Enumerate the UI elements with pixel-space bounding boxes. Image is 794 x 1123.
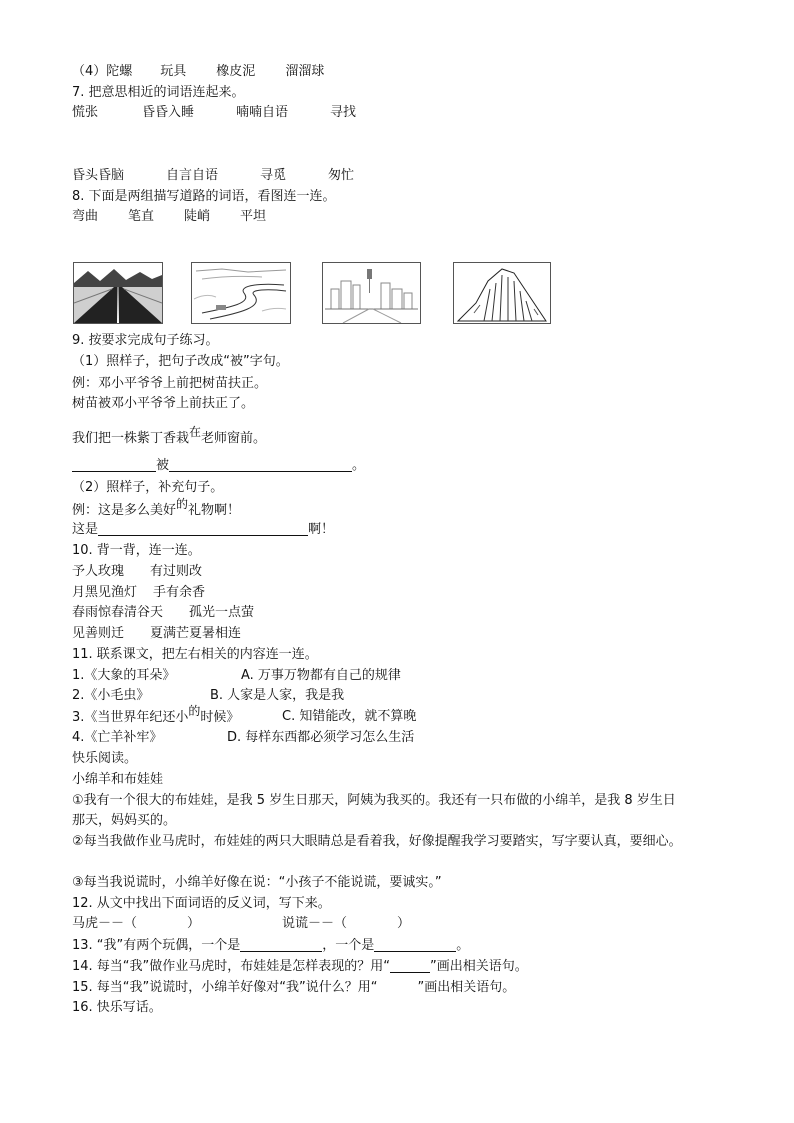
word: 平坦 xyxy=(240,209,267,224)
left-phrase: 春雨惊春清谷天 xyxy=(72,605,164,620)
left-phrase: 见善则迁 xyxy=(72,626,125,641)
q15-text: ”画出相关语句。 xyxy=(417,980,516,995)
word: 寻觅 xyxy=(260,168,287,183)
word: 笔直 xyxy=(128,209,155,224)
q9-example2 xyxy=(72,497,241,520)
answer-blank[interactable] xyxy=(374,937,456,952)
q11-row xyxy=(72,687,345,705)
q9-part2: （2）照样子，补充句子。 xyxy=(72,480,224,495)
q12-answers xyxy=(72,915,410,933)
word: 弯曲 xyxy=(72,209,99,224)
word: 寻找 xyxy=(330,105,357,120)
reading-heading: 快乐阅读。 xyxy=(72,751,138,766)
q10-row xyxy=(72,604,254,622)
bei-char: 被 xyxy=(156,458,170,473)
q10-row xyxy=(72,584,205,602)
sentence-part: 我们把一株紫丁香栽 xyxy=(72,431,190,446)
q13-text: 。 xyxy=(456,938,470,953)
underline-sample xyxy=(390,958,430,973)
left-phrase: 月黑见渔灯 xyxy=(72,585,138,600)
right-item: C. 知错能改，就不算晚 xyxy=(282,709,417,724)
left-item: 3.《当世界年纪还小 xyxy=(72,710,189,725)
right-phrase: 手有余香 xyxy=(153,585,206,600)
right-item: A. 万事万物都有自己的规律 xyxy=(241,668,401,683)
left-phrase: 予人玫瑰 xyxy=(72,564,125,579)
q8-title: 8. 下面是两组描写道路的词语，看图连一连。 xyxy=(72,189,336,204)
word: 昏头昏脑 xyxy=(72,168,125,183)
q7-title: 7. 把意思相近的词语连起来。 xyxy=(72,85,245,100)
q9-example1-answer: 树苗被邓小平爷爷上前扶正了。 xyxy=(72,396,255,411)
q11-title: 11. 联系课文，把左右相关的内容连一连。 xyxy=(72,647,318,662)
reading-p1-line2: 那天，妈妈买的。 xyxy=(72,813,177,828)
q14-text: ”画出相关语句。 xyxy=(430,959,528,974)
q16-title: 16. 快乐写话。 xyxy=(72,1000,162,1015)
q11-row xyxy=(72,667,401,685)
answer-blank[interactable] xyxy=(98,521,308,536)
word: 匆忙 xyxy=(328,168,355,183)
q15-text: 15. 每当“我”说谎时，小绵羊好像对“我”说什么？用“ xyxy=(72,980,378,995)
q7-top-row xyxy=(72,104,356,122)
sentence-part: 例：这是多么美好 xyxy=(72,503,177,518)
bracket: ） xyxy=(397,916,411,931)
sentence-part: 啊！ xyxy=(308,522,335,537)
q12-title: 12. 从文中找出下面词语的反义词，写下来。 xyxy=(72,896,331,911)
q11-row xyxy=(72,704,417,727)
q13-line xyxy=(72,937,469,955)
word: （4）陀螺 xyxy=(72,64,133,79)
reading-title: 小绵羊和布娃娃 xyxy=(72,772,164,787)
q10-title: 10. 背一背，连一连。 xyxy=(72,543,201,558)
sentence-part: 这是 xyxy=(72,522,99,537)
straight-road-image xyxy=(73,262,163,324)
q9-title: 9. 按要求完成句子练习。 xyxy=(72,333,219,348)
q9-answer1-line xyxy=(72,457,365,475)
word: 橡皮泥 xyxy=(216,64,256,79)
q8-words xyxy=(72,208,266,226)
antonym-prompt: 说谎－－（ xyxy=(282,916,348,931)
q14-line xyxy=(72,958,528,976)
right-phrase: 有过则改 xyxy=(150,564,203,579)
answer-blank[interactable] xyxy=(72,457,156,472)
word: 玩具 xyxy=(160,64,187,79)
q9-sentence1 xyxy=(72,425,267,448)
q6-word-line xyxy=(72,63,324,81)
right-item: B. 人家是人家，我是我 xyxy=(210,688,345,703)
q13-text: ，一个是 xyxy=(322,938,375,953)
answer-blank[interactable] xyxy=(169,457,352,472)
sentence-part: 礼物啊！ xyxy=(188,503,241,518)
reading-p3: ③每当我说谎时，小绵羊好像在说：“小孩子不能说谎，要诚实。” xyxy=(72,875,442,890)
q13-text: 13. “我”有两个玩偶，一个是 xyxy=(72,938,241,953)
antonym-prompt: 马虎－－（ xyxy=(72,916,138,931)
reading-p1-line1: ①我有一个很大的布娃娃，是我 5 岁生日那天，阿姨为我买的。我还有一只布做的小绵羊，是我 8 岁生日 xyxy=(72,793,676,808)
sentence-part: 在 xyxy=(189,425,202,439)
q9-example1: 例：邓小平爷爷上前把树苗扶正。 xyxy=(72,376,268,391)
bracket: ） xyxy=(187,916,201,931)
q9-answer2-line xyxy=(72,521,334,539)
q10-row xyxy=(72,625,241,643)
right-phrase: 夏满芒夏暑相连 xyxy=(150,626,242,641)
left-item: 2.《小毛虫》 xyxy=(72,688,150,703)
sentence-part: 的 xyxy=(176,497,189,511)
curved-road-image xyxy=(191,262,291,324)
word: 昏昏入睡 xyxy=(142,105,195,120)
steep-mountain-image xyxy=(453,262,551,324)
period: 。 xyxy=(352,458,366,473)
word: 自言自语 xyxy=(166,168,219,183)
q7-bottom-row xyxy=(72,167,354,185)
word: 陡峭 xyxy=(184,209,211,224)
word: 溜溜球 xyxy=(285,64,325,79)
answer-blank[interactable] xyxy=(240,937,322,952)
q9-part1: （1）照样子，把句子改成“被”字句。 xyxy=(72,354,289,369)
q14-text: 14. 每当“我”做作业马虎时，布娃娃是怎样表现的？用“ xyxy=(72,959,391,974)
q15-line xyxy=(72,979,515,997)
word: 喃喃自语 xyxy=(236,105,289,120)
right-phrase: 孤光一点萤 xyxy=(189,605,255,620)
reading-p2: ②每当我做作业马虎时，布娃娃的两只大眼睛总是看着我，好像提醒我学习要踏实，写字要认真，要细心。 xyxy=(72,834,682,849)
right-item: D. 每样东西都必须学习怎么生活 xyxy=(227,730,415,745)
q10-row xyxy=(72,563,202,581)
left-item: 1.《大象的耳朵》 xyxy=(72,668,176,683)
left-item: 4.《亡羊补牢》 xyxy=(72,730,163,745)
left-item-part: 时候》 xyxy=(200,710,240,725)
word: 慌张 xyxy=(72,105,99,120)
sentence-part: 老师窗前。 xyxy=(201,431,267,446)
city-road-image xyxy=(322,262,421,324)
q11-row xyxy=(72,729,415,747)
left-item-part: 的 xyxy=(188,704,201,718)
